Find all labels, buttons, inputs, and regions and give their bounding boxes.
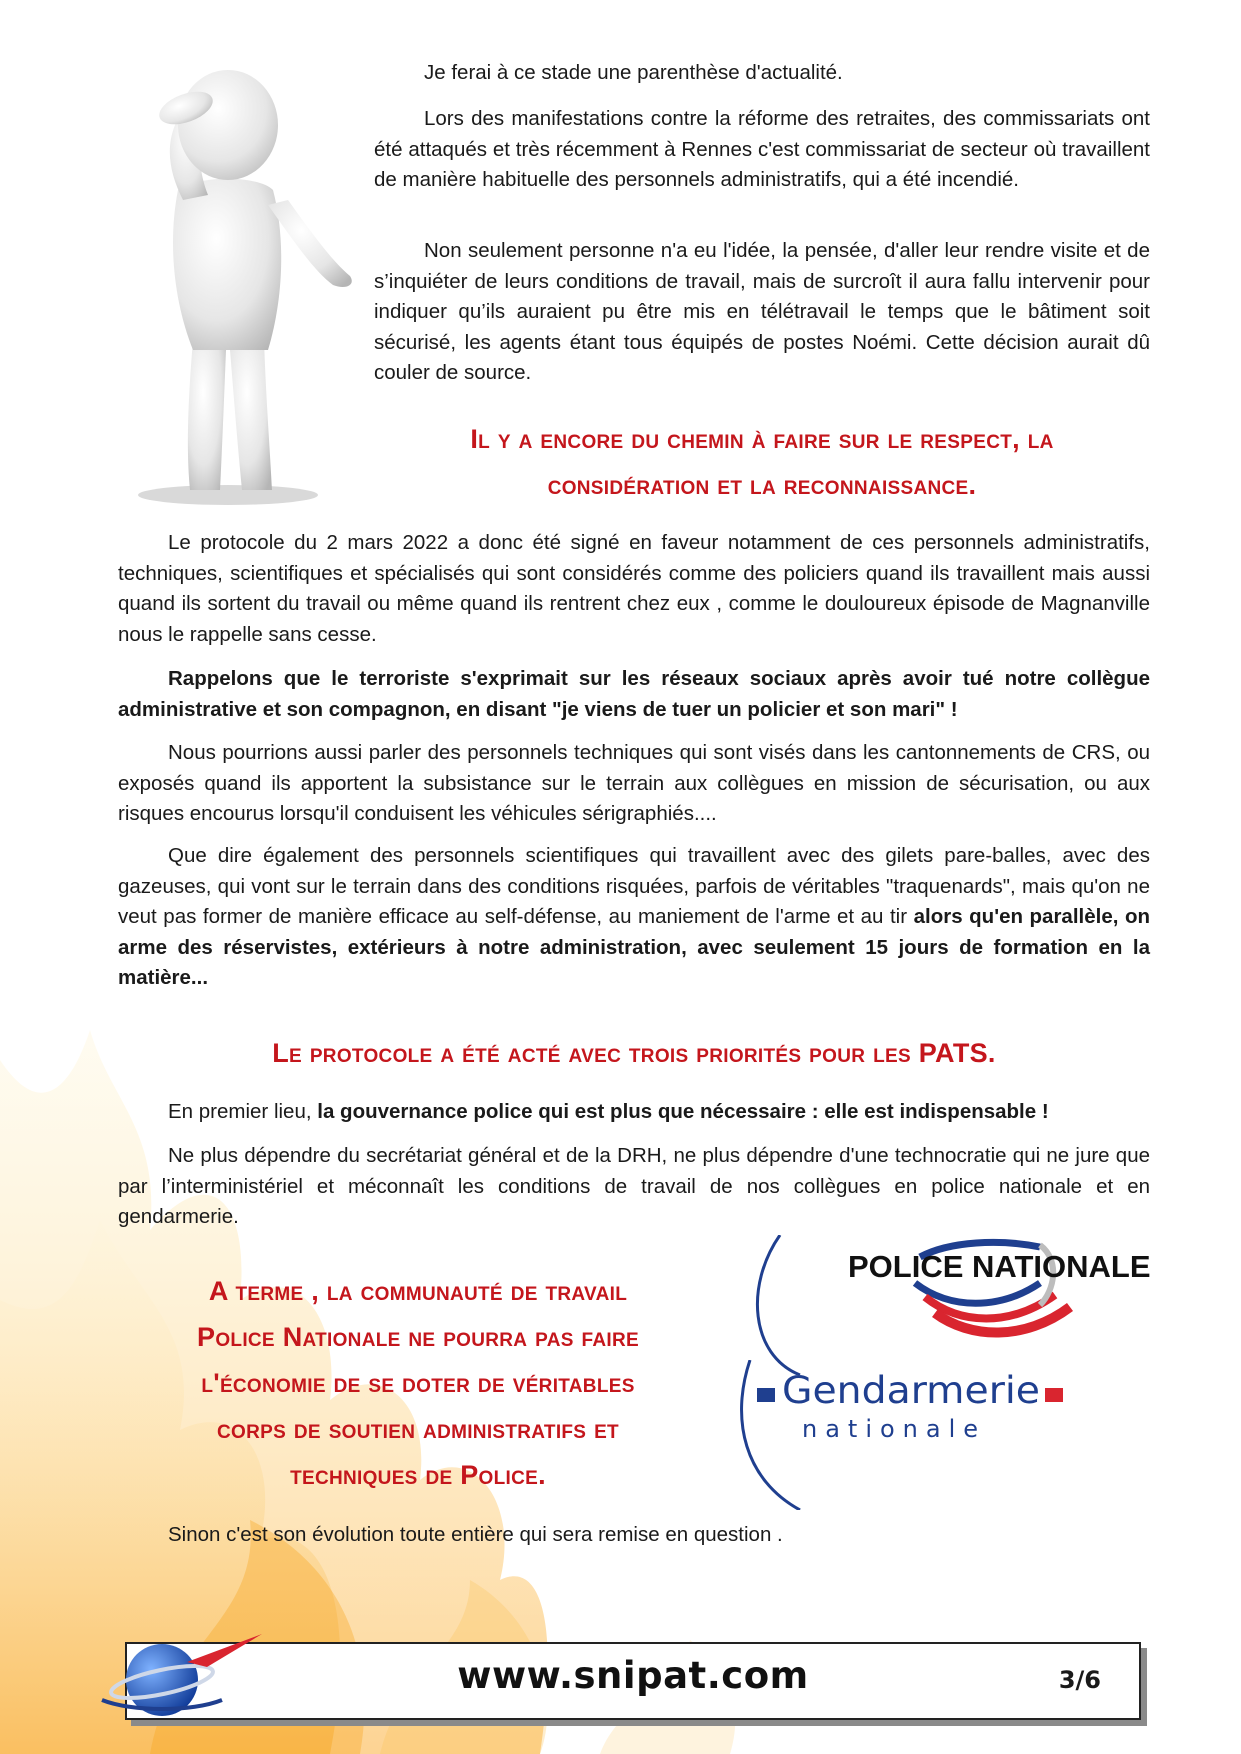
paragraph-terrorist bbox=[118, 664, 1150, 725]
paragraph-independence: Ne plus dépendre du secrétariat général et de la DRH, ne plus dépendre d'une technocratie qui ne jure que par l’interministériel et méconnaît les conditions de travail de nos collègues en police nationale et en gendarmerie. bbox=[118, 1144, 1150, 1228]
paragraph-intro-2: Lors des manifestations contre la réforme des retraites, des commissariats ont été attaqués et très récemment à Rennes c'est commissariat de secteur où travaillent de manière habituelle des personnels administratifs, qui a été incendié. bbox=[374, 107, 1150, 191]
paragraph-scientific-staff-bold: alors qu'en parallèle, on arme des réservistes, extérieurs à notre administration, avec seulement 15 jours de formation en la matière... bbox=[118, 905, 1150, 989]
headline-respect-line-1: Il y a encore du chemin à faire sur le respect, la bbox=[470, 424, 1054, 454]
paragraph-first-priority-bold: la gouvernance police qui est plus que nécessaire : elle est indispensable ! bbox=[317, 1100, 1049, 1123]
paragraph-scientific-staff-text: Que dire également des personnels scientifiques qui travaillent avec des gilets pare-balles, avec des gazeuses, qui vont sur le terrain dans des conditions risquées, parfois de véritables "traquenards", mais qu'on ne veut pas former de manière efficace au self-défense, au maniement de l'arme et au tir bbox=[118, 844, 1150, 928]
police-nationale-text: POLICE NATIONALE bbox=[848, 1249, 1151, 1284]
paragraph-first-priority bbox=[118, 1097, 1150, 1128]
headline-respect bbox=[374, 416, 1150, 508]
paragraph-intro-3: Non seulement personne n'a eu l'idée, la pensée, d'aller leur rendre visite et de s’inquiéter de leurs conditions de travail, mais de surcroît il aura fallu intervenir pour indiquer qu’ils auraient pu être mis en télétravail le temps que le bâtiment soit sécurisé, les agents étant tous équipés de postes Noémi. Cette décision aurait dû couler de source. bbox=[374, 239, 1150, 384]
headline-support-corps-line-1: A terme , la communauté de travail bbox=[208, 1276, 628, 1306]
paragraph-intro-1: Je ferai à ce stade une parenthèse d'actualité. bbox=[424, 61, 843, 84]
headline-support-corps bbox=[118, 1268, 718, 1498]
paragraph-protocol: Le protocole du 2 mars 2022 a donc été signé en faveur notamment de ces personnels administratifs, techniques, scientifiques et spécialisés qui sont considérés comme des policiers quand ils travaillent mais aussi quand ils sortent du travail ou même quand ils rentrent chez eux , comme le douloureux épisode de Magnanville nous le rappelle sans cesse. bbox=[118, 531, 1150, 646]
gendarmerie-subtitle: nationale bbox=[802, 1415, 987, 1443]
headline-support-corps-line-3: l'économie de se doter de véritables bbox=[201, 1368, 635, 1398]
paragraph-technical-staff: Nous pourrions aussi parler des personnels techniques qui sont visés dans les cantonnements de CRS, ou exposés quand ils apportent la subsistance sur le terrain aux collègues en mission de sécurisation, ou aux risques encourus lorsqu'il conduisent les véhicules sérigraphiés.... bbox=[118, 741, 1150, 825]
headline-support-corps-line-2: Police Nationale ne pourra pas faire bbox=[197, 1322, 639, 1352]
paragraph-closing: Sinon c'est son évolution toute entière qui sera remise en question . bbox=[168, 1523, 783, 1546]
footer-bar bbox=[125, 1642, 1141, 1720]
headline-support-corps-line-5: techniques de Police. bbox=[290, 1460, 546, 1490]
snipat-logo bbox=[92, 1622, 272, 1727]
paragraph-scientific-staff bbox=[118, 841, 1150, 994]
footer-page-number: 3/6 bbox=[1058, 1666, 1101, 1694]
headline-support-corps-line-4: corps de soutien administratifs et bbox=[217, 1414, 619, 1444]
headline-respect-line-2: considération et la reconnaissance. bbox=[547, 470, 977, 500]
gendarmerie-logo bbox=[740, 1360, 1080, 1510]
gendarmerie-text: Gendarmerie bbox=[782, 1369, 1040, 1412]
paragraph-terrorist-bold: Rappelons que le terroriste s'exprimait sur les réseaux sociaux après avoir tué notre collègue administrative et son compagnon, en disant "je viens de tuer un policier et son mari" ! bbox=[118, 667, 1150, 721]
headline-three-priorities: Le protocole a été acté avec trois priorités pour les PATS. bbox=[272, 1038, 996, 1068]
police-nationale-logo bbox=[740, 1235, 1200, 1375]
paragraph-first-priority-text: En premier lieu, bbox=[168, 1100, 318, 1123]
footer-website-url[interactable]: www.snipat.com bbox=[457, 1654, 809, 1697]
thinking-figure-illustration bbox=[108, 40, 358, 510]
